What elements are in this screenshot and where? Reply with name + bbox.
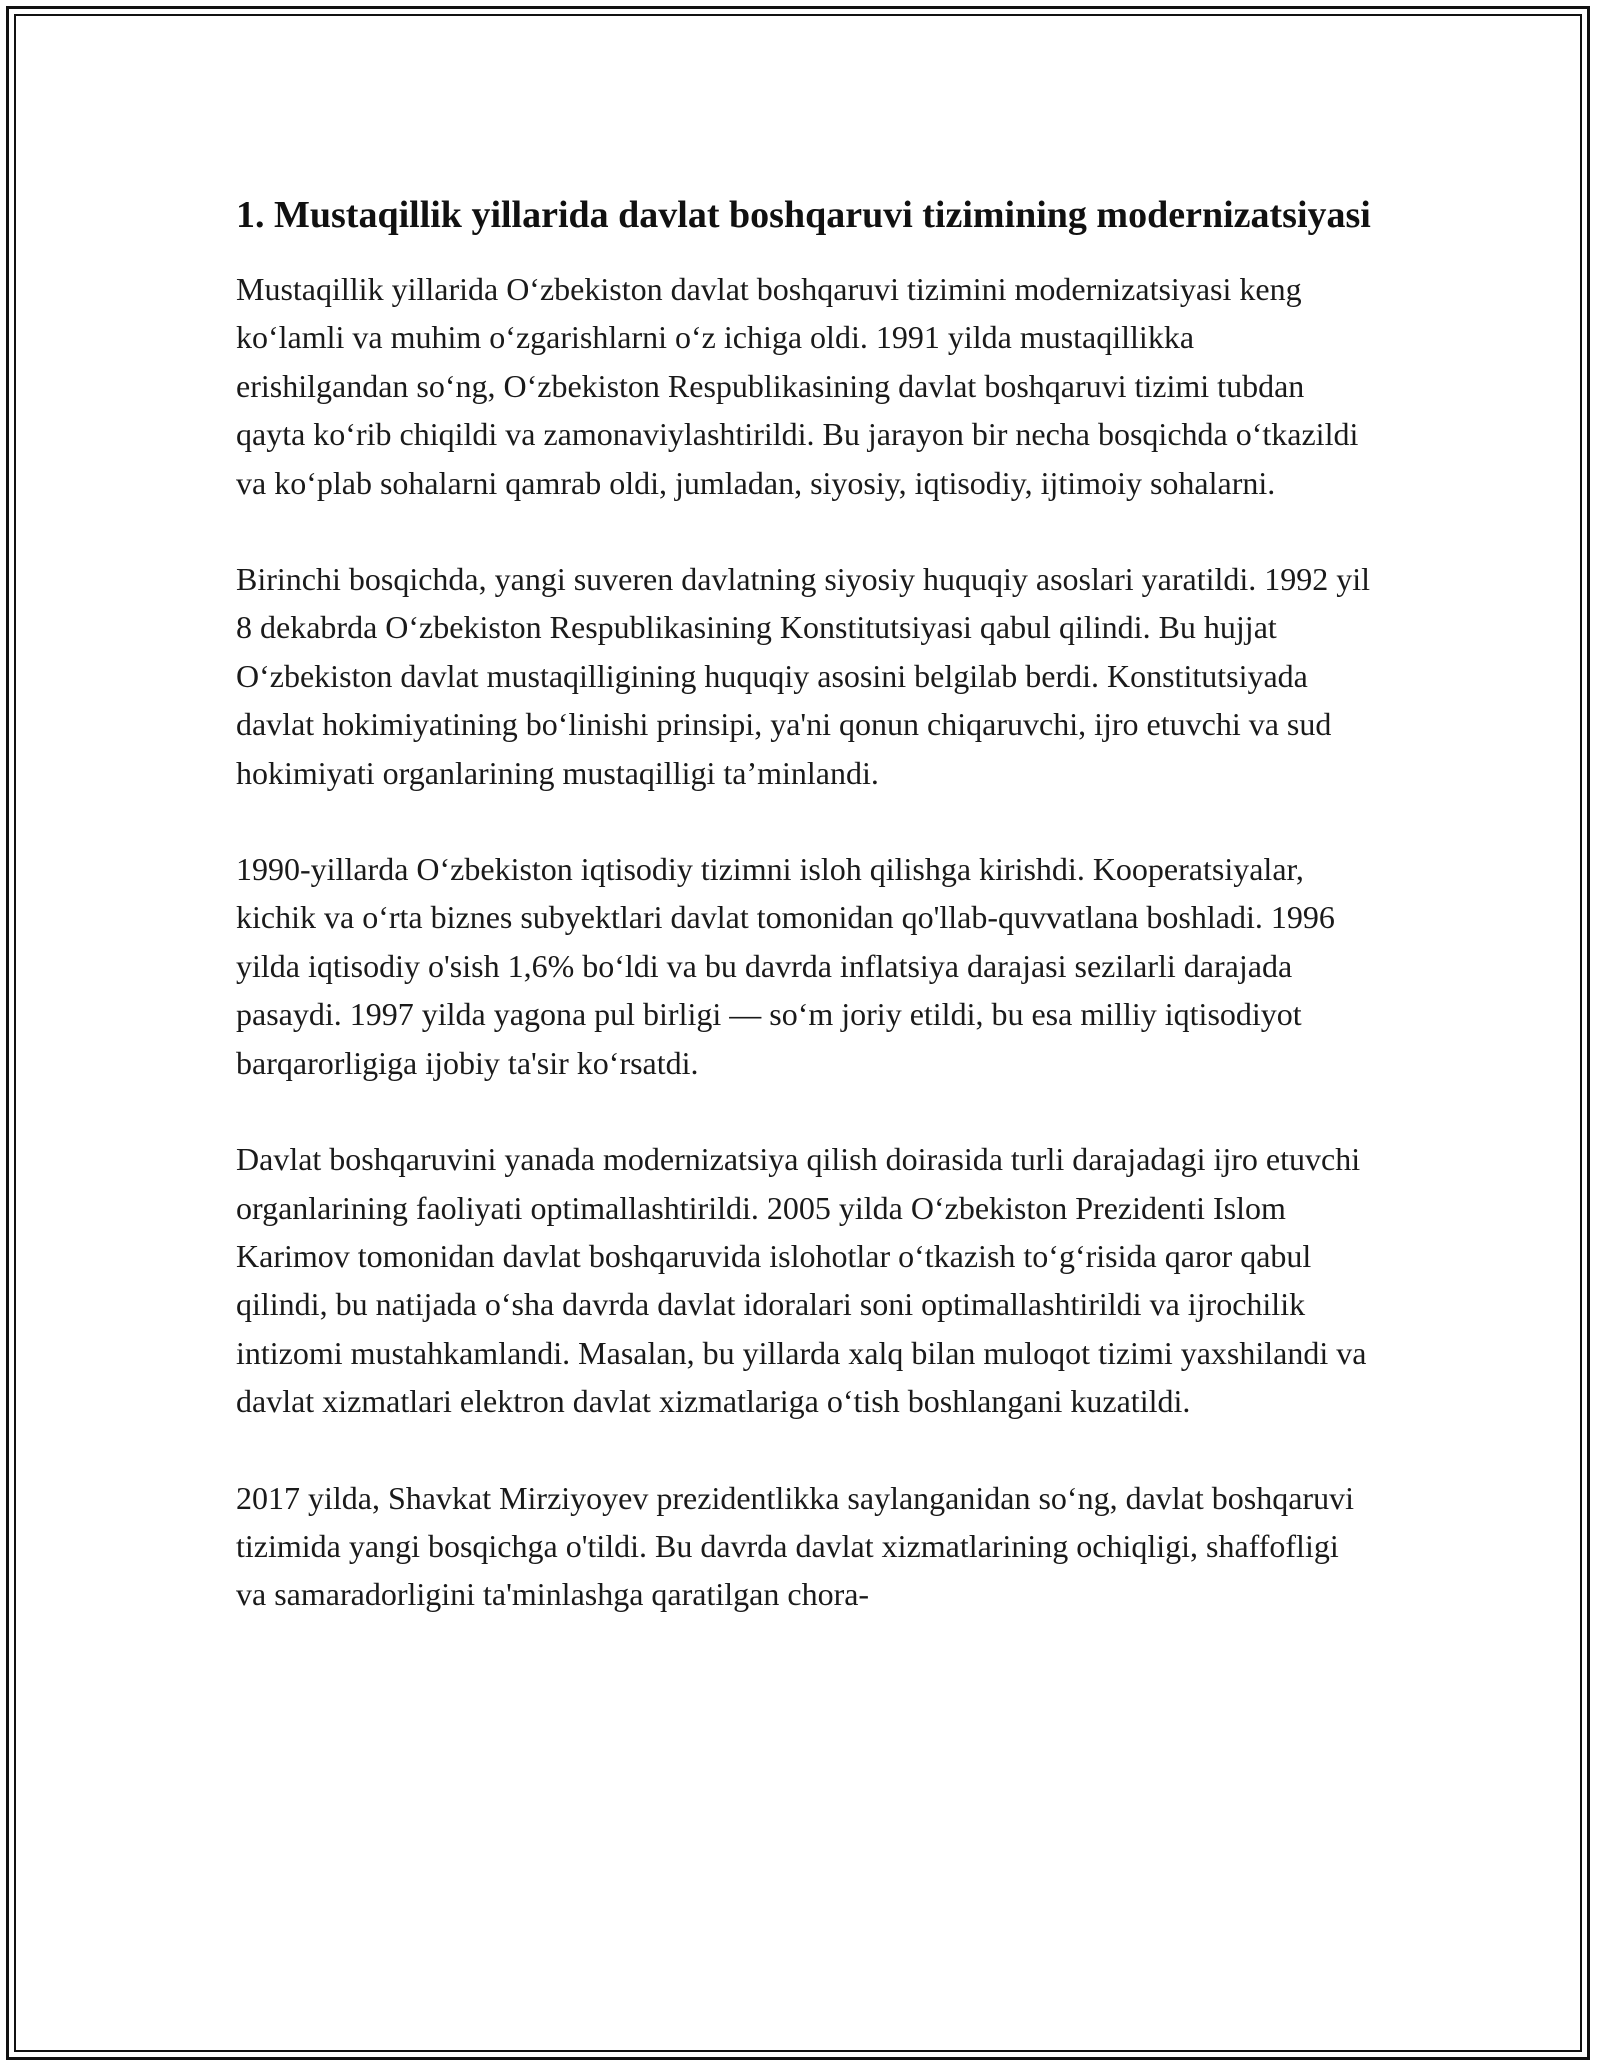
document-body	[236, 188, 1371, 1667]
paragraph-3: 1990-yillarda O‘zbekiston iqtisodiy tizimni isloh qilishga kirishdi. Kooperatsiyalar, kichik va o‘rta biznes subyektlari davlat tomonidan qo'llab-quvvatlana boshladi. 1996 yilda iqtisodiy o'sish 1,6% bo‘ldi va bu davrda inflatsiya darajasi sezilarli darajada pasaydi. 1997 yilda yagona pul birligi — so‘m joriy etildi, bu esa milliy iqtisodiyot barqarorligiga ijobiy ta'sir ko‘rsatdi.	[236, 851, 1335, 1081]
paragraph-5: 2017 yilda, Shavkat Mirziyoyev prezidentlikka saylanganidan so‘ng, davlat boshqaruvi tizimida yangi bosqichga o'tildi. Bu davrda davlat xizmatlarining ochiqligi, shaffofligi va samaradorligini ta'minlashga qaratilgan chora-	[236, 1479, 1354, 1613]
paragraph-4: Davlat boshqaruvini yanada modernizatsiya qilish doirasida turli darajadagi ijro etuvchi organlarining faoliyati optimallashtirildi. 2005 yilda O‘zbekiston Prezidenti Islom Karimov tomonidan davlat boshqaruvida islohotlar o‘tkazish to‘g‘risida qaror qabul qilindi, bu natijada o‘sha davrda davlat idoralari soni optimallashtirildi va ijrochilik intizomi mustahkamlandi. Masalan, bu yillarda xalq bilan muloqot tizimi yaxshilandi va davlat xizmatlari elektron davlat xizmatlariga o‘tish boshlangani kuzatildi.	[236, 1141, 1367, 1420]
paragraph-2: Birinchi bosqichda, yangi suveren davlatning siyosiy huquqiy asoslari yaratildi. 1992 yil 8 dekabrda O‘zbekiston Respublikasining Konstitutsiyasi qabul qilindi. Bu hujjat O‘zbekiston davlat mustaqilligining huquqiy asosini belgilab berdi. Konstitutsiyada davlat hokimiyatining bo‘linishi prinsipi, ya'ni qonun chiqaruvchi, ijro etuvchi va sud hokimiyati organlarining mustaqilligi ta’minlandi.	[236, 561, 1371, 791]
section-heading: 1. Mustaqillik yillarida davlat boshqaruvi tizimining modernizatsiyasi	[236, 194, 1371, 236]
paragraph-1: Mustaqillik yillarida O‘zbekiston davlat boshqaruvi tizimini modernizatsiyasi keng ko‘lamli va muhim o‘zgarishlarni o‘z ichiga oldi. 1991 yilda mustaqillikka erishilgandan so‘ng, O‘zbekiston Respublikasining davlat boshqaruvi tizimi tubdan qayta ko‘rib chiqildi va zamonaviylashtirildi. Bu jarayon bir necha bosqichda o‘tkazildi va ko‘plab sohalarni qamrab oldi, jumladan, siyosiy, iqtisodiy, ijtimoiy sohalarni.	[236, 271, 1359, 501]
